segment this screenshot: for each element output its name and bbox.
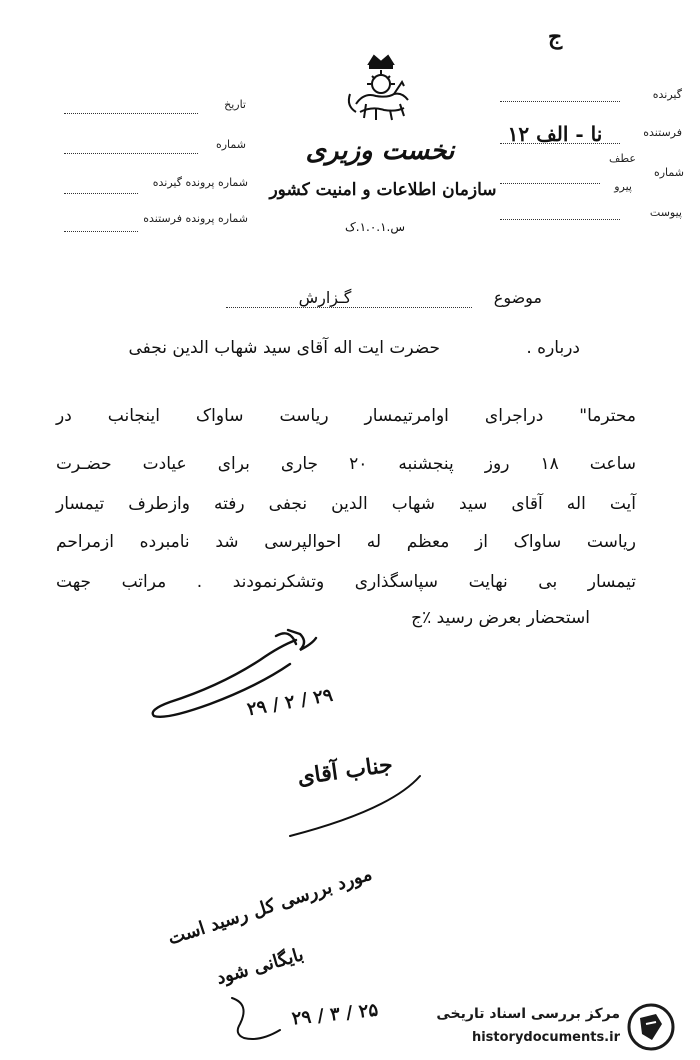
sender-label: فرستنده: [643, 126, 682, 139]
organization-code: س.۱.۰.۱.ک: [345, 220, 405, 234]
body-line-5: تیمسار بی نهایت سپاسگذاری وتشکرنمودند . مراتب جهت: [56, 572, 636, 592]
receiver-line: [500, 100, 620, 102]
subject-value: گـزارش: [298, 288, 352, 307]
signature-date: ۲۹ / ۲ / ۲۹: [245, 684, 335, 721]
receiver-file-label: شماره پرونده گیرنده: [152, 176, 248, 189]
date-label: تاریخ: [224, 98, 246, 111]
body-line-1: محترما" دراجرای اوامرتیمسار ریاست ساواک اینجانب در: [56, 406, 636, 426]
sender-value: نا - الف ۱۲: [507, 122, 603, 146]
number-label: شماره: [653, 166, 684, 179]
sender-file-line: [64, 230, 138, 232]
note-underline-icon: [270, 770, 450, 850]
receiver-file-line: [64, 192, 138, 194]
organization-subtitle: سازمان اطلاعات و امنیت کشور: [269, 180, 497, 200]
regarding-label: درباره .: [526, 338, 580, 358]
left-number-line: [64, 152, 198, 154]
archive-logo-icon: [626, 1002, 676, 1052]
regarding-value: حضرت ایت اله آقای سید شهاب الدین نجفی: [128, 338, 440, 358]
receiver-label: گیرنده: [652, 88, 682, 101]
body-line-4: ریاست ساواک از معظم له احوالپرسی شد نامبرده ازمراحم: [56, 532, 636, 552]
final-date: ۲۹ / ۳ / ۲۵: [290, 999, 380, 1030]
subject-label: موضوع: [493, 288, 542, 307]
handwritten-note-2: مورد بررسی کل رسید است: [165, 863, 375, 950]
body-line-2: ساعت ۱۸ روز پنجشنبه ۲۰ جاری برای عیادت حضـرت: [56, 454, 636, 474]
sender-file-label: شماره پرونده فرستنده: [143, 212, 248, 225]
watermark-url: historydocuments.ir: [471, 1030, 620, 1045]
attachment-line: [500, 218, 620, 220]
left-number-label: شماره: [215, 138, 246, 151]
top-corner-mark: ج: [548, 24, 563, 50]
body-line-6: استحضار بعرض رسید ٪ج: [411, 608, 590, 628]
number-line: [500, 182, 600, 184]
handwritten-note-1: جناب آقای: [295, 751, 395, 791]
handwritten-note-3: بایگانی شود: [214, 944, 306, 989]
organization-title: نخست وزیری: [305, 136, 455, 166]
watermark-name: مرکز بررسی اسناد تاریخی: [436, 1006, 620, 1022]
body-line-3: آیت اله آقای سید شهاب الدین نجفی رفته وازطرف تیمسار: [56, 494, 636, 514]
number-ref-label: عطف: [609, 152, 636, 165]
attachment-label: پیوست: [649, 206, 682, 219]
number-follow-label: پیرو: [614, 180, 632, 193]
lion-and-sun-emblem-icon: [342, 52, 420, 130]
signature-scribble-icon: [140, 620, 340, 730]
date-line: [64, 112, 198, 114]
